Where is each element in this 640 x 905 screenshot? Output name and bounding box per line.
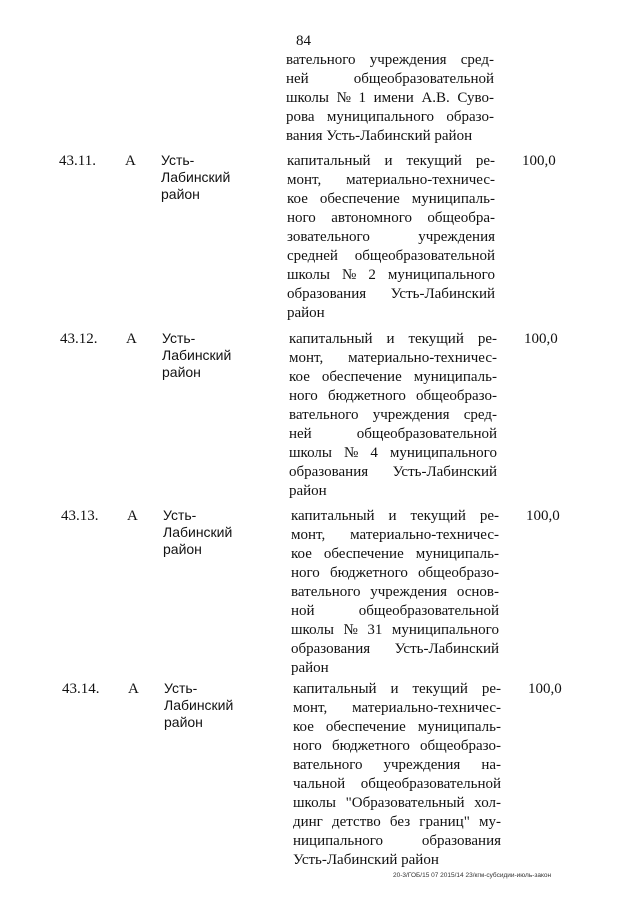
row-description (293, 680, 501, 870)
continuation-line: рова муниципального образо- (286, 109, 494, 125)
description-line: капитальный и текущий ре- (293, 681, 501, 697)
description-line: кое обеспечение муниципаль- (289, 369, 497, 385)
description-line: монт, материально-техничес- (291, 527, 499, 543)
description-line: образования Усть-Лабинский (287, 286, 495, 302)
description-line: Усть-Лабинский район (293, 852, 439, 868)
description-line: ного автономного общеобра- (287, 210, 495, 226)
row-amount: 100,0 (526, 508, 560, 524)
row-region (163, 507, 232, 558)
description-line: зовательного учреждения (287, 229, 495, 245)
row-amount: 100,0 (528, 681, 562, 697)
continuation-line: вательного учреждения сред- (286, 52, 494, 68)
row-amount: 100,0 (524, 331, 558, 347)
description-line: динг детство без границ" му- (293, 814, 501, 830)
row-number: 43.14. (62, 681, 100, 697)
row-number: 43.13. (61, 508, 99, 524)
row-number: 43.11. (59, 153, 96, 169)
row-description (289, 330, 497, 501)
continuation-text (286, 51, 494, 146)
row-region (162, 330, 231, 381)
region-line: район (162, 364, 201, 380)
row-region (164, 680, 233, 731)
region-line: Усть-Лабинский (163, 507, 233, 540)
description-line: школы № 2 муниципального (287, 267, 495, 283)
region-line: Усть-Лабинский (162, 330, 232, 363)
region-line: Усть-Лабинский (164, 680, 234, 713)
region-line: район (164, 714, 203, 730)
footer-text: 20-3/ГОБ/15 07 2015/14 23/кгм-субсидии-июль-закон (393, 872, 552, 879)
description-line: вательного учреждения сред- (289, 407, 497, 423)
description-line: кое обеспечение муниципаль- (293, 719, 501, 735)
description-line: ного бюджетного общеобразо- (293, 738, 501, 754)
row-description (287, 152, 495, 323)
description-line: образования Усть-Лабинский (291, 641, 499, 657)
row-category: А (125, 153, 136, 169)
description-line: школы № 4 муниципального (289, 445, 497, 461)
row-number: 43.12. (60, 331, 98, 347)
description-line: вательного учреждения на- (293, 757, 501, 773)
continuation-line: вания Усть-Лабинский район (286, 128, 473, 144)
page-number: 84 (296, 33, 311, 49)
row-description (291, 507, 499, 678)
row-amount: 100,0 (522, 153, 556, 169)
description-line: чальной общеобразовательной (293, 776, 501, 792)
continuation-line: ней общеобразовательной (286, 71, 494, 87)
region-line: район (161, 186, 200, 202)
description-line: образования Усть-Лабинский (289, 464, 497, 480)
description-line: капитальный и текущий ре- (289, 331, 497, 347)
region-line: район (163, 541, 202, 557)
description-line: район (289, 483, 327, 499)
description-line: средней общеобразовательной (287, 248, 495, 264)
region-line: Усть-Лабинский (161, 152, 231, 185)
description-line: ного бюджетного общеобразо- (289, 388, 497, 404)
description-line: капитальный и текущий ре- (291, 508, 499, 524)
description-line: ниципального образования (293, 833, 501, 849)
description-line: кое обеспечение муниципаль- (287, 191, 495, 207)
row-category: А (128, 681, 139, 697)
description-line: школы "Образовательный хол- (293, 795, 501, 811)
description-line: монт, материально-техничес- (287, 172, 495, 188)
description-line: район (287, 305, 325, 321)
row-category: А (127, 508, 138, 524)
description-line: монт, материально-техничес- (293, 700, 501, 716)
description-line: ного бюджетного общеобразо- (291, 565, 499, 581)
description-line: район (291, 660, 329, 676)
row-category: А (126, 331, 137, 347)
continuation-line: школы № 1 имени А.В. Суво- (286, 90, 494, 106)
description-line: ной общеобразовательной (291, 603, 499, 619)
description-line: ней общеобразовательной (289, 426, 497, 442)
description-line: капитальный и текущий ре- (287, 153, 495, 169)
row-region (161, 152, 230, 203)
description-line: вательного учреждения основ- (291, 584, 499, 600)
description-line: монт, материально-техничес- (289, 350, 497, 366)
description-line: школы № 31 муниципального (291, 622, 499, 638)
description-line: кое обеспечение муниципаль- (291, 546, 499, 562)
